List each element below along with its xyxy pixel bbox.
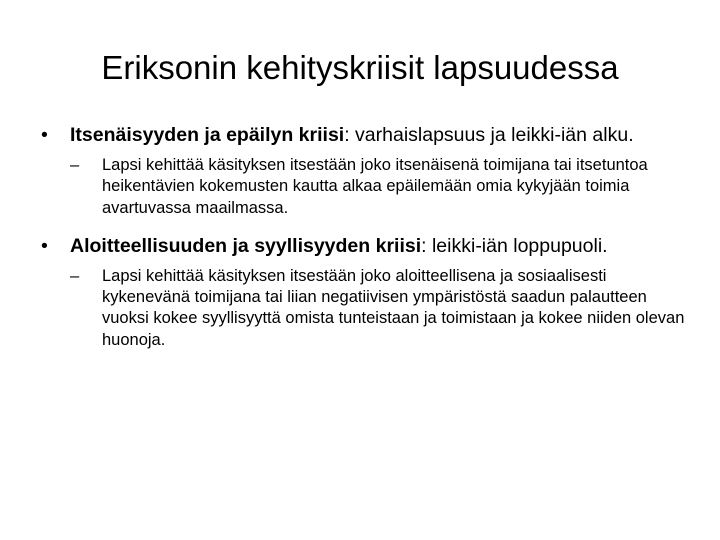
- slide-title: Eriksonin kehityskriisit lapsuudessa: [101, 49, 619, 86]
- sub-bullet-item: [70, 155, 688, 219]
- sub-bullet-text: Lapsi kehittää käsityksen itsestään joko aloitteellisena ja sosiaalisesti kykenevänä toimijana tai liian negatiivisen ympäristöstä saadun palautteen vuoksi kokee syyllisyyttä omista tunteistaan ja toimistaan ja kokee niiden olevan huonoja.: [102, 266, 685, 349]
- sub-bullet-text: Lapsi kehittää käsityksen itsestään joko itsenäisenä toimijana tai itsetuntoa heikentävien kokemusten kautta alkaa epäilemään omia kykyjään toimia avartuvassa maailmassa.: [102, 156, 648, 217]
- bullet-marker: •: [41, 234, 48, 257]
- sub-bullet-item: [70, 266, 688, 351]
- sub-bullet-marker: –: [70, 266, 80, 285]
- slide-content: [38, 124, 688, 351]
- sub-bullet-marker: –: [70, 156, 80, 174]
- bullet-text: : leikki-iän loppupuoli.: [421, 234, 608, 257]
- bullet-marker: •: [41, 124, 48, 146]
- bullet-heading: Aloitteellisuuden ja syyllisyyden kriisi: [70, 234, 422, 257]
- bullet-heading: Itsenäisyyden ja epäilyn kriisi: [70, 124, 345, 146]
- bullet-item: [38, 235, 688, 257]
- bullet-text: : varhaislapsuus ja leikki-iän alku.: [344, 124, 634, 146]
- bullet-item: [38, 124, 688, 146]
